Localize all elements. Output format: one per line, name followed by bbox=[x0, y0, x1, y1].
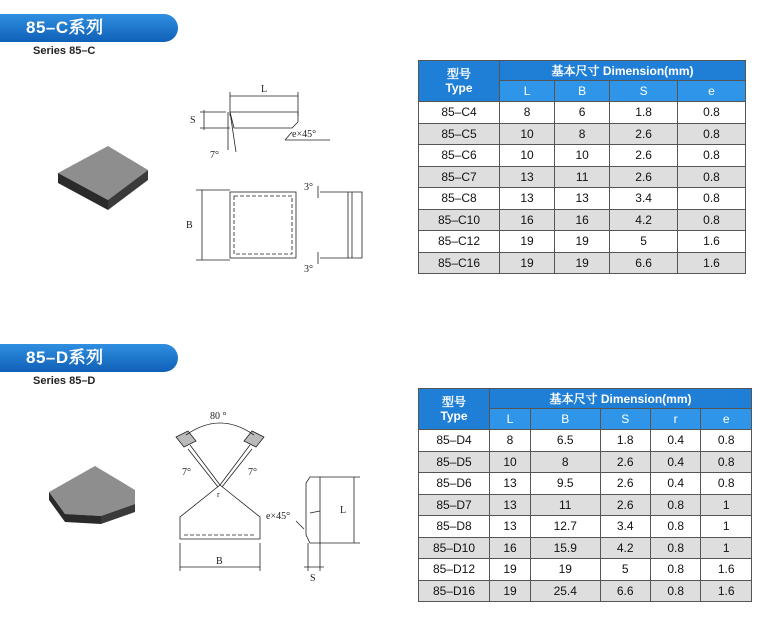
dimension-cell: 0.8 bbox=[678, 188, 746, 210]
type-cell: 85–C5 bbox=[419, 123, 500, 145]
col-header: e bbox=[701, 409, 752, 430]
table-row bbox=[419, 209, 746, 231]
dimension-cell: 19 bbox=[500, 231, 555, 253]
table-row bbox=[419, 473, 752, 495]
series-c-subtitle: Series 85–C bbox=[33, 45, 96, 57]
dimension-cell: 0.8 bbox=[678, 102, 746, 124]
series-d-banner: 85–D系列 bbox=[0, 344, 178, 372]
type-cell: 85–C7 bbox=[419, 166, 500, 188]
type-header-en: Type bbox=[445, 81, 473, 95]
table-row bbox=[419, 430, 752, 452]
dimension-cell: 5 bbox=[600, 559, 650, 581]
dim-b-label: B bbox=[186, 220, 193, 231]
dimension-cell: 13 bbox=[500, 188, 555, 210]
dimension-cell: 2.6 bbox=[600, 494, 650, 516]
dimension-cell: 0.8 bbox=[678, 166, 746, 188]
dimension-cell: 11 bbox=[530, 494, 600, 516]
series-d-rows bbox=[419, 430, 752, 602]
dimension-cell: 0.8 bbox=[701, 451, 752, 473]
col-header: S bbox=[610, 81, 678, 102]
dimension-cell: 4.2 bbox=[610, 209, 678, 231]
dimension-cell: 13 bbox=[555, 188, 610, 210]
dim-l-label: L bbox=[340, 505, 347, 516]
relief-angle-label: 7° bbox=[210, 150, 219, 161]
col-header: B bbox=[530, 409, 600, 430]
table-row bbox=[419, 580, 752, 602]
dimension-cell: 0.4 bbox=[650, 430, 700, 452]
dimension-cell: 1 bbox=[701, 537, 752, 559]
dimension-cell: 10 bbox=[500, 123, 555, 145]
type-cell: 85–D6 bbox=[419, 473, 490, 495]
type-header-cn: 型号 bbox=[441, 395, 466, 409]
type-cell: 85–D16 bbox=[419, 580, 490, 602]
dimension-cell: 16 bbox=[500, 209, 555, 231]
dimension-cell: 13 bbox=[490, 516, 531, 538]
dimension-cell: 2.6 bbox=[600, 473, 650, 495]
dimension-cell: 8 bbox=[490, 430, 531, 452]
dimension-cell: 0.8 bbox=[678, 123, 746, 145]
dimension-header: 基本尺寸 Dimension(mm) bbox=[490, 389, 752, 409]
type-cell: 85–C12 bbox=[419, 231, 500, 253]
type-header bbox=[419, 389, 490, 430]
angle-top-label: 3° bbox=[304, 182, 313, 193]
dimension-cell: 3.4 bbox=[610, 188, 678, 210]
dimension-cell: 8 bbox=[530, 451, 600, 473]
dim-s-label: S bbox=[190, 115, 196, 126]
table-row bbox=[419, 188, 746, 210]
dimension-cell: 16 bbox=[555, 209, 610, 231]
chamfer-label: e×45° bbox=[266, 511, 291, 522]
dimension-cell: 11 bbox=[555, 166, 610, 188]
type-cell: 85–D8 bbox=[419, 516, 490, 538]
dimension-cell: 0.4 bbox=[650, 473, 700, 495]
table-row bbox=[419, 231, 746, 253]
type-cell: 85–D10 bbox=[419, 537, 490, 559]
type-cell: 85–D5 bbox=[419, 451, 490, 473]
table-row bbox=[419, 123, 746, 145]
dimension-cell: 0.8 bbox=[678, 209, 746, 231]
dim-b-label: B bbox=[216, 556, 223, 567]
dimension-cell: 13 bbox=[490, 473, 531, 495]
table-row bbox=[419, 559, 752, 581]
dimension-header: 基本尺寸 Dimension(mm) bbox=[500, 61, 746, 81]
type-header bbox=[419, 61, 500, 102]
dimension-cell: 2.6 bbox=[600, 451, 650, 473]
dimension-cell: 2.6 bbox=[610, 145, 678, 167]
series-d-spec-table bbox=[418, 388, 752, 602]
dimension-cell: 0.8 bbox=[701, 473, 752, 495]
dimension-cell: 19 bbox=[530, 559, 600, 581]
dimension-cell: 0.4 bbox=[650, 451, 700, 473]
dimension-cell: 19 bbox=[490, 559, 531, 581]
dimension-cell: 15.9 bbox=[530, 537, 600, 559]
table-row bbox=[419, 494, 752, 516]
dimension-cell: 19 bbox=[490, 580, 531, 602]
dimension-cell: 0.8 bbox=[701, 430, 752, 452]
type-cell: 85–C4 bbox=[419, 102, 500, 124]
col-header: B bbox=[555, 81, 610, 102]
dimension-cell: 6.5 bbox=[530, 430, 600, 452]
insert-d-drawing bbox=[170, 405, 370, 585]
table-row bbox=[419, 252, 746, 274]
type-cell: 85–C6 bbox=[419, 145, 500, 167]
dimension-cell: 1.8 bbox=[600, 430, 650, 452]
type-cell: 85–C16 bbox=[419, 252, 500, 274]
dimension-cell: 0.8 bbox=[650, 516, 700, 538]
dimension-cell: 19 bbox=[500, 252, 555, 274]
dimension-cell: 9.5 bbox=[530, 473, 600, 495]
series-c-rows bbox=[419, 102, 746, 274]
series-c-section bbox=[0, 0, 780, 300]
insert-c-drawing bbox=[180, 80, 380, 275]
dimension-cell: 3.4 bbox=[600, 516, 650, 538]
table-row bbox=[419, 102, 746, 124]
dimension-cell: 13 bbox=[500, 166, 555, 188]
type-header-cn: 型号 bbox=[446, 67, 471, 81]
dimension-cell: 1.6 bbox=[701, 559, 752, 581]
dimension-cell: 19 bbox=[555, 231, 610, 253]
col-header: e bbox=[678, 81, 746, 102]
angle-right-label: 7° bbox=[248, 467, 257, 478]
dimension-cell: 1.6 bbox=[678, 252, 746, 274]
dimension-cell: 16 bbox=[490, 537, 531, 559]
dimension-cell: 0.8 bbox=[650, 559, 700, 581]
series-d-subtitle: Series 85–D bbox=[33, 375, 96, 387]
dimension-cell: 25.4 bbox=[530, 580, 600, 602]
series-c-banner: 85–C系列 bbox=[0, 14, 178, 42]
dimension-cell: 8 bbox=[500, 102, 555, 124]
series-c-spec-table bbox=[418, 60, 746, 274]
col-header: r bbox=[650, 409, 700, 430]
chamfer-label: e×45° bbox=[292, 129, 317, 140]
table-row bbox=[419, 516, 752, 538]
series-d-section bbox=[0, 330, 780, 628]
dimension-cell: 4.2 bbox=[600, 537, 650, 559]
dimension-cell: 12.7 bbox=[530, 516, 600, 538]
dimension-cell: 1.8 bbox=[610, 102, 678, 124]
angle-left-label: 7° bbox=[182, 467, 191, 478]
dimension-cell: 0.8 bbox=[678, 145, 746, 167]
type-header-en: Type bbox=[440, 409, 468, 423]
table-row bbox=[419, 537, 752, 559]
insert-c-product-image bbox=[50, 140, 160, 215]
dimension-cell: 19 bbox=[555, 252, 610, 274]
dimension-cell: 0.8 bbox=[650, 494, 700, 516]
type-cell: 85–C8 bbox=[419, 188, 500, 210]
dimension-cell: 5 bbox=[610, 231, 678, 253]
table-row bbox=[419, 166, 746, 188]
type-cell: 85–D7 bbox=[419, 494, 490, 516]
dimension-cell: 8 bbox=[555, 123, 610, 145]
dimension-cell: 1.6 bbox=[701, 580, 752, 602]
dimension-cell: 2.6 bbox=[610, 166, 678, 188]
dimension-cell: 6.6 bbox=[600, 580, 650, 602]
angle-bottom-label: 3° bbox=[304, 264, 313, 275]
dimension-cell: 10 bbox=[500, 145, 555, 167]
dim-l-label: L bbox=[261, 84, 268, 95]
table-row bbox=[419, 145, 746, 167]
type-cell: 85–D12 bbox=[419, 559, 490, 581]
dimension-cell: 1 bbox=[701, 494, 752, 516]
dimension-cell: 6.6 bbox=[610, 252, 678, 274]
dimension-cell: 1 bbox=[701, 516, 752, 538]
dimension-cell: 0.8 bbox=[650, 580, 700, 602]
col-header: L bbox=[490, 409, 531, 430]
col-header: L bbox=[500, 81, 555, 102]
insert-d-product-image bbox=[45, 460, 145, 530]
dimension-cell: 2.6 bbox=[610, 123, 678, 145]
angle-r-label: r bbox=[217, 490, 220, 499]
table-row bbox=[419, 451, 752, 473]
dimension-cell: 13 bbox=[490, 494, 531, 516]
dimension-cell: 0.8 bbox=[650, 537, 700, 559]
dimension-cell: 10 bbox=[555, 145, 610, 167]
dimension-cell: 6 bbox=[555, 102, 610, 124]
type-cell: 85–C10 bbox=[419, 209, 500, 231]
col-header: S bbox=[600, 409, 650, 430]
dim-s-label: S bbox=[310, 573, 316, 584]
dimension-cell: 1.6 bbox=[678, 231, 746, 253]
dimension-cell: 10 bbox=[490, 451, 531, 473]
type-cell: 85–D4 bbox=[419, 430, 490, 452]
angle-top-label: 80 ° bbox=[210, 411, 227, 422]
